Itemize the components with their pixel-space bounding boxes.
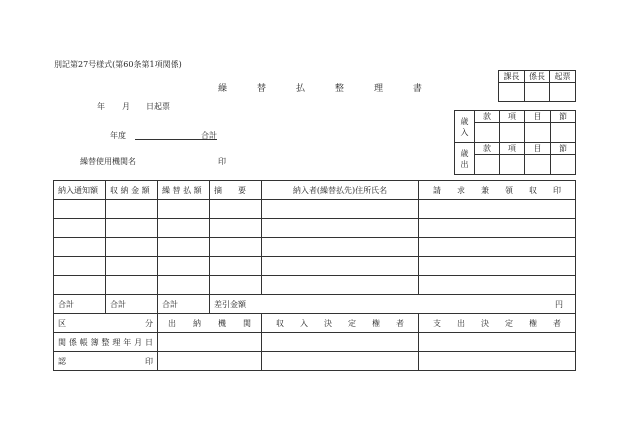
date-month-label: 月: [122, 102, 130, 111]
title-char: 替: [256, 84, 266, 94]
budget-cell: [525, 155, 551, 175]
ledger-cell: [419, 333, 576, 352]
table-row: [54, 219, 576, 238]
approval-col-subsection-chief: 係長: [525, 71, 550, 83]
header-received-amount: 収 納 金 額: [106, 181, 158, 200]
table-row: [54, 257, 576, 276]
ledger-date-row: [54, 333, 576, 352]
agency-label: 繰替使用機関名: [80, 157, 136, 166]
budget-col-kou: 項: [500, 111, 525, 123]
issuing-agency-label: 出 納 機 関: [158, 314, 262, 333]
total-advance-label: 合計: [158, 295, 210, 314]
main-table: [53, 180, 576, 371]
budget-col-moku: 目: [525, 111, 551, 123]
budget-cell: [475, 155, 500, 175]
budget-col-setsu: 節: [551, 143, 576, 155]
approval-col-section-chief: 課長: [499, 71, 525, 83]
ledger-date-label: 関 係 帳 簿 整 理 年 月 日: [54, 333, 158, 352]
approval-stamp-cell: [525, 83, 550, 102]
main-header-row: [54, 181, 576, 200]
header-notice-amount: 納入通知額: [54, 181, 106, 200]
title-char: 書: [412, 84, 422, 94]
budget-cell: [551, 155, 576, 175]
approval-col-drafter: 起票: [550, 71, 576, 83]
seal-cell: [419, 352, 576, 371]
seal-cell: [262, 352, 419, 371]
agency-seal: 印: [218, 157, 226, 166]
header-request-receipt-seal: 請 求 兼 領 収 印: [419, 181, 576, 200]
classification-label: 区 分: [54, 314, 158, 333]
budget-cell: [551, 123, 576, 143]
difference-amount-cell: [210, 295, 576, 314]
seal-cell: [158, 352, 262, 371]
budget-col-moku: 目: [525, 143, 551, 155]
budget-cell: [475, 123, 500, 143]
table-row: [54, 238, 576, 257]
ledger-cell: [158, 333, 262, 352]
table-row: [54, 200, 576, 219]
title-char: 払: [295, 84, 305, 94]
approval-table: [498, 70, 576, 102]
approval-stamp-cell: [499, 83, 525, 102]
header-advance-amount: 繰 替 払 額: [158, 181, 210, 200]
ledger-cell: [262, 333, 419, 352]
budget-cell: [500, 123, 525, 143]
total-row: [54, 295, 576, 314]
budget-cell: [525, 123, 551, 143]
title-char: 整: [334, 84, 344, 94]
budget-cell: [500, 155, 525, 175]
total-received-label: 合計: [106, 295, 158, 314]
approval-stamp-cell: [550, 83, 576, 102]
revenue-authority-label: 収 入 決 定 権 者: [262, 314, 419, 333]
table-row: [54, 276, 576, 295]
form-id: 別記第27号様式(第60条第1項関係): [54, 60, 182, 69]
budget-col-setsu: 節: [551, 111, 576, 123]
date-year-label: 年: [97, 102, 105, 111]
budget-col-kan: 款: [475, 111, 500, 123]
yen-label: 円: [555, 299, 563, 309]
budget-table: [454, 110, 576, 175]
title-char: 理: [373, 84, 383, 94]
difference-amount-label: 差引金額: [214, 299, 246, 309]
budget-expense-label: 歳 出: [455, 143, 475, 175]
fiscal-year-label: 年度: [110, 131, 126, 140]
expense-authority-label: 支 出 決 定 権 者: [419, 314, 576, 333]
budget-col-kou: 項: [500, 143, 525, 155]
budget-revenue-label: 歳 入: [455, 111, 475, 143]
total-notice-label: 合計: [54, 295, 106, 314]
header-summary: 摘 要: [210, 181, 262, 200]
document-title: [218, 81, 422, 94]
budget-col-kan: 款: [475, 143, 500, 155]
approval-seal-row: [54, 352, 576, 371]
title-char: 繰: [218, 84, 228, 94]
fiscal-total-label: 合計: [201, 131, 217, 140]
classification-row: [54, 314, 576, 333]
header-payee-address-name: 納入者(繰替払先)住所氏名: [262, 181, 419, 200]
approval-seal-label: 認 印: [54, 352, 158, 371]
date-day-label: 日起票: [146, 102, 170, 111]
